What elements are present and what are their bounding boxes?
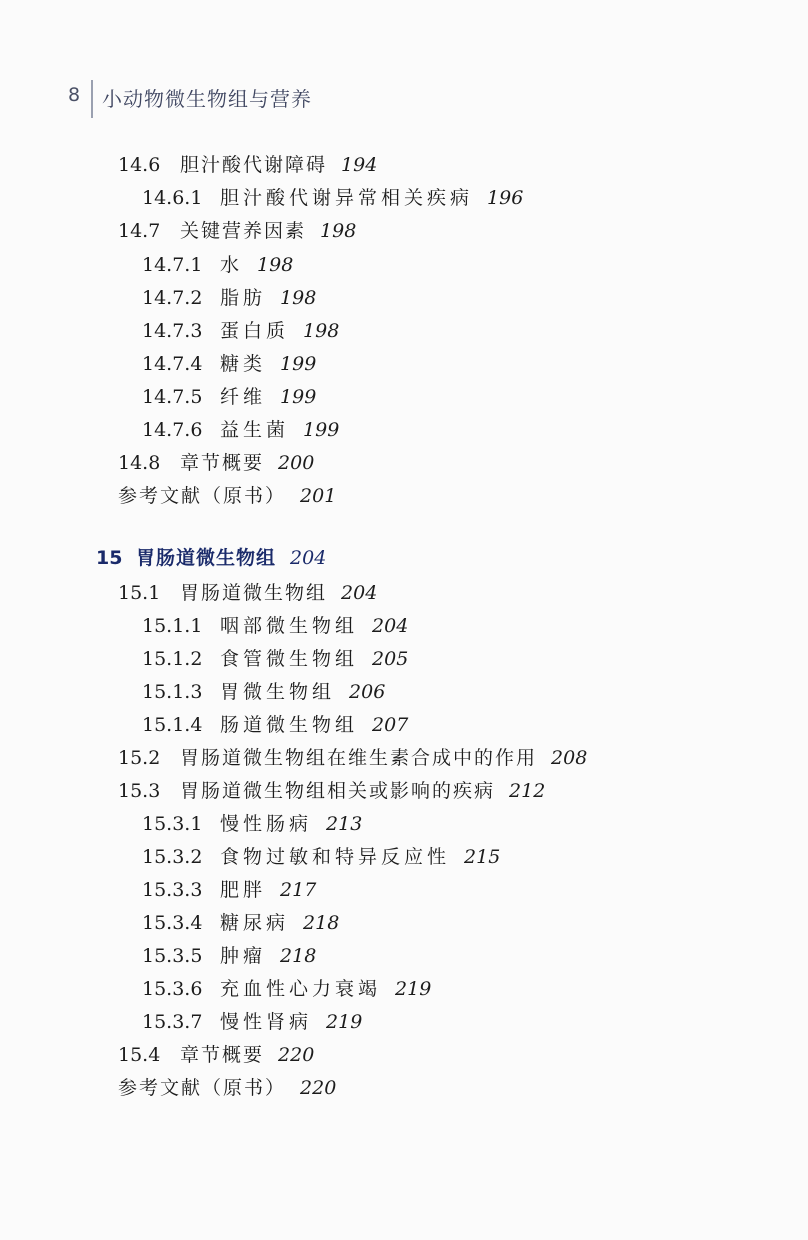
section-title: 胃肠道微生物组在维生素合成中的作用 bbox=[180, 747, 538, 769]
chapter-title: 胃肠道微生物组 bbox=[136, 547, 277, 569]
toc-entry[interactable] bbox=[142, 285, 316, 311]
page-ref: 198 bbox=[320, 220, 357, 242]
section-number: 14.8 bbox=[118, 452, 161, 474]
toc-entry[interactable] bbox=[142, 679, 385, 705]
toc-entry[interactable] bbox=[118, 450, 314, 476]
page-ref: 208 bbox=[551, 747, 588, 769]
section-title: 慢性肾病 bbox=[220, 1011, 313, 1033]
section-number: 15.1.1 bbox=[142, 615, 203, 637]
section-title: 食管微生物组 bbox=[220, 648, 359, 670]
section-title: 肠道微生物组 bbox=[220, 714, 359, 736]
page-ref: 204 bbox=[341, 582, 378, 604]
header-divider bbox=[91, 80, 93, 118]
section-title: 肥胖 bbox=[220, 879, 267, 901]
book-title: 小动物微生物组与营养 bbox=[102, 87, 312, 111]
toc-chapter[interactable] bbox=[96, 545, 326, 571]
page-ref: 212 bbox=[509, 780, 546, 802]
toc-entry[interactable] bbox=[142, 910, 339, 936]
toc-entry[interactable] bbox=[142, 844, 500, 870]
page-ref: 220 bbox=[300, 1077, 337, 1099]
page-ref: 198 bbox=[257, 254, 294, 276]
section-title: 慢性肠病 bbox=[220, 813, 313, 835]
section-title: 胃肠道微生物组相关或影响的疾病 bbox=[180, 780, 496, 802]
section-number: 15.2 bbox=[118, 747, 161, 769]
section-number: 14.7 bbox=[118, 220, 161, 242]
section-title: 胃微生物组 bbox=[220, 681, 336, 703]
toc-entry[interactable] bbox=[142, 1009, 362, 1035]
section-title: 章节概要 bbox=[180, 452, 265, 474]
section-title: 糖尿病 bbox=[220, 912, 290, 934]
page-ref: 213 bbox=[326, 813, 363, 835]
section-number: 15.1.3 bbox=[142, 681, 203, 703]
page-ref: 198 bbox=[280, 287, 317, 309]
section-title: 糖类 bbox=[220, 353, 267, 375]
section-title: 水 bbox=[220, 254, 244, 276]
section-title: 胆汁酸代谢异常相关疾病 bbox=[220, 187, 474, 209]
section-title: 参考文献（原书） bbox=[118, 485, 287, 507]
running-header bbox=[0, 80, 808, 114]
toc-entry[interactable] bbox=[118, 152, 377, 178]
section-title: 充血性心力衰竭 bbox=[220, 978, 382, 1000]
page-ref: 204 bbox=[372, 615, 409, 637]
toc-entry-references[interactable] bbox=[118, 1075, 336, 1101]
page-ref: 200 bbox=[278, 452, 315, 474]
section-title: 胃肠道微生物组 bbox=[180, 582, 328, 604]
page-ref: 219 bbox=[326, 1011, 363, 1033]
toc-entry[interactable] bbox=[142, 417, 339, 443]
section-title: 参考文献（原书） bbox=[118, 1077, 287, 1099]
section-number: 14.7.6 bbox=[142, 419, 203, 441]
section-number: 15.3.7 bbox=[142, 1011, 203, 1033]
section-number: 14.6 bbox=[118, 154, 161, 176]
section-title: 食物过敏和特异反应性 bbox=[220, 846, 451, 868]
page-number: 8 bbox=[68, 84, 81, 106]
section-title: 蛋白质 bbox=[220, 320, 290, 342]
page-ref: 218 bbox=[303, 912, 340, 934]
toc-entry[interactable] bbox=[142, 646, 408, 672]
page-ref: 199 bbox=[280, 353, 317, 375]
toc-entry[interactable] bbox=[142, 252, 293, 278]
page-ref: 207 bbox=[372, 714, 409, 736]
toc-entry[interactable] bbox=[142, 811, 362, 837]
page-ref: 199 bbox=[280, 386, 317, 408]
page-ref: 201 bbox=[300, 485, 337, 507]
section-number: 14.7.5 bbox=[142, 386, 203, 408]
page-ref: 206 bbox=[349, 681, 386, 703]
section-number: 14.6.1 bbox=[142, 187, 203, 209]
toc-entry[interactable] bbox=[118, 218, 356, 244]
section-number: 14.7.1 bbox=[142, 254, 203, 276]
section-number: 15.3.3 bbox=[142, 879, 203, 901]
toc-entry[interactable] bbox=[118, 580, 377, 606]
section-number: 15.3.2 bbox=[142, 846, 203, 868]
section-number: 15.3.1 bbox=[142, 813, 203, 835]
section-number: 15.3 bbox=[118, 780, 161, 802]
section-number: 15.1 bbox=[118, 582, 161, 604]
section-number: 15.3.6 bbox=[142, 978, 203, 1000]
section-title: 益生菌 bbox=[220, 419, 290, 441]
toc-entry[interactable] bbox=[142, 613, 408, 639]
toc-entry[interactable] bbox=[142, 943, 316, 969]
page-ref: 219 bbox=[395, 978, 432, 1000]
toc-entry[interactable] bbox=[118, 778, 545, 804]
section-title: 章节概要 bbox=[180, 1044, 265, 1066]
section-number: 15.3.5 bbox=[142, 945, 203, 967]
page-ref: 218 bbox=[280, 945, 317, 967]
section-number: 15.3.4 bbox=[142, 912, 203, 934]
page-ref: 215 bbox=[464, 846, 501, 868]
page-ref: 205 bbox=[372, 648, 409, 670]
section-number: 14.7.2 bbox=[142, 287, 203, 309]
toc-entry[interactable] bbox=[142, 185, 523, 211]
section-number: 15.1.4 bbox=[142, 714, 203, 736]
toc-entry[interactable] bbox=[142, 351, 316, 377]
section-title: 胆汁酸代谢障碍 bbox=[180, 154, 328, 176]
page-ref: 217 bbox=[280, 879, 317, 901]
toc-entry[interactable] bbox=[142, 877, 316, 903]
toc-entry[interactable] bbox=[142, 318, 339, 344]
section-number: 14.7.4 bbox=[142, 353, 203, 375]
page-ref: 220 bbox=[278, 1044, 315, 1066]
section-title: 咽部微生物组 bbox=[220, 615, 359, 637]
page-ref: 194 bbox=[341, 154, 378, 176]
section-title: 关键营养因素 bbox=[180, 220, 307, 242]
section-number: 15.1.2 bbox=[142, 648, 203, 670]
page-ref: 204 bbox=[290, 547, 327, 569]
section-title: 纤维 bbox=[220, 386, 267, 408]
page-ref: 199 bbox=[303, 419, 340, 441]
section-number: 14.7.3 bbox=[142, 320, 203, 342]
page-ref: 198 bbox=[303, 320, 340, 342]
section-title: 脂肪 bbox=[220, 287, 267, 309]
toc-entry[interactable] bbox=[142, 712, 408, 738]
section-title: 肿瘤 bbox=[220, 945, 267, 967]
toc-entry[interactable] bbox=[118, 745, 587, 771]
toc-entry[interactable] bbox=[118, 1042, 314, 1068]
page-ref: 196 bbox=[487, 187, 524, 209]
chapter-number: 15 bbox=[96, 547, 123, 569]
toc-entry[interactable] bbox=[142, 384, 316, 410]
section-number: 15.4 bbox=[118, 1044, 161, 1066]
toc-entry-references[interactable] bbox=[118, 483, 336, 509]
toc-entry[interactable] bbox=[142, 976, 431, 1002]
